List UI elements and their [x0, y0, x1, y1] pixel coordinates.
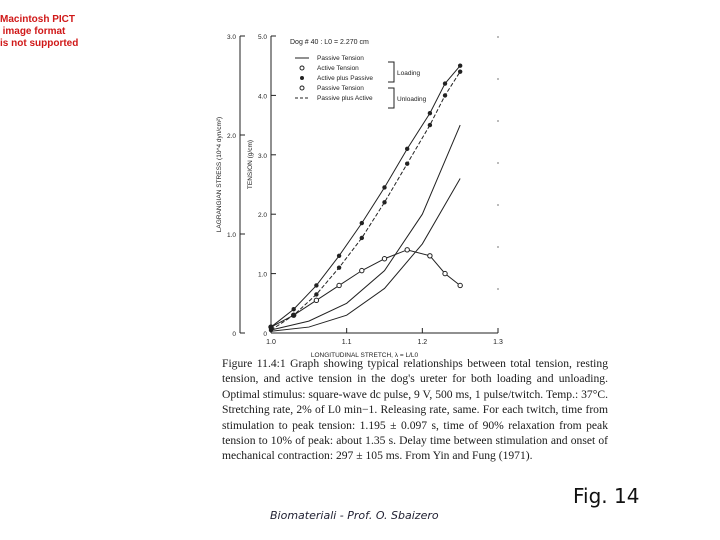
series-point-dot — [337, 265, 341, 269]
y-inner-tick-label: 1.0 — [257, 271, 267, 279]
legend-marker-dot — [300, 76, 304, 80]
series-point-open — [428, 254, 432, 258]
pict-notice-line: is not supported — [0, 38, 79, 49]
series-point-dot — [405, 147, 409, 151]
series-point-dot — [337, 254, 341, 258]
series-point-dot — [292, 313, 296, 317]
legend-marker-open — [300, 86, 304, 90]
series-point-dot — [382, 185, 386, 189]
series-point-open — [458, 283, 462, 287]
series-line — [271, 66, 460, 327]
pict-notice-line: image format — [2, 26, 66, 37]
figure-number-label: Fig. 14 — [573, 484, 640, 508]
series-point-dot — [314, 283, 318, 287]
legend-label: Active Tension — [317, 65, 359, 72]
series-point-open — [443, 271, 447, 275]
legend-label: Passive Tension — [317, 55, 364, 62]
x-tick-label: 1.1 — [341, 339, 352, 346]
y-inner-tick-label: 4.0 — [257, 93, 267, 101]
x-tick-label: 1.2 — [417, 339, 428, 346]
y-outer-tick-label: 1.0 — [226, 232, 236, 239]
brace-label-loading: Loading — [397, 70, 421, 77]
series-point-dot — [360, 221, 364, 225]
y-outer-tick-label: 0 — [232, 331, 236, 338]
x-tick-label: 1.3 — [493, 339, 503, 346]
brace-unloading — [388, 88, 394, 108]
series-point-dot — [269, 328, 273, 332]
series-point-dot — [443, 81, 447, 85]
footer-credit: Biomateriali - Prof. O. Sbaizero — [270, 509, 439, 522]
series-point-dot — [458, 63, 462, 67]
series-point-dot — [428, 111, 432, 115]
chart-title: Dog # 40 : L0 = 2.270 cm — [290, 39, 369, 46]
legend-marker-open — [300, 66, 304, 70]
x-axis-label: LONGITUDINAL STRETCH, λ = L/L0 — [310, 352, 419, 359]
y-inner-tick-label: 0 — [263, 331, 267, 338]
y-outer-tick-label: 3.0 — [226, 34, 236, 41]
series-point-dot — [405, 162, 409, 166]
series-point-dot — [292, 307, 296, 311]
y-inner-tick-label: 2.0 — [257, 212, 267, 220]
series-point-dot — [360, 236, 364, 240]
y-inner-tick-label: 3.0 — [257, 152, 267, 160]
legend-label: Passive Tension — [317, 85, 364, 92]
series-point-open — [360, 268, 364, 272]
y-outer-tick-label: 2.0 — [226, 133, 236, 140]
legend-label: Passive plus Active — [317, 95, 373, 102]
y-axis-inner-label: TENSION (g/cm) — [247, 139, 254, 190]
series-point-dot — [443, 93, 447, 97]
y-inner-tick-label: 5.0 — [257, 34, 267, 41]
legend-label: Active plus Passive — [317, 75, 373, 82]
series-line — [271, 250, 460, 327]
series-point-open — [405, 248, 409, 252]
series-point-open — [314, 298, 318, 302]
series-point-open — [337, 283, 341, 287]
series-point-dot — [382, 200, 386, 204]
series-point-dot — [314, 292, 318, 296]
brace-label-unloading: Unloading — [397, 96, 427, 103]
figure-caption: Figure 11.4:1 Graph showing typical relationships between total tension, resting tension, and active tension in the dog's ureter for both loading and unloading. Optimal stimulus: square-wave dc pulse, 9 V, 500 ms, 1 pulse/twitch. Temp.: 37°C. Stretching rate, 2% of L0 min−1. Releasing rate, same. For each twitch, time from stimulation to peak tension: 1.195 ± 0.097 s, time of 90% relaxation from peak tension to 10% of peak: about 1.35 s. Delay time between stimulation and onset of mechanical contraction: 297 ± 105 ms. From Yin and Fung (1971). — [222, 357, 608, 463]
x-tick-label: 1.0 — [266, 339, 276, 346]
pict-notice-line: Macintosh PICT — [0, 14, 76, 25]
series-point-open — [382, 257, 386, 261]
series-point-dot — [428, 123, 432, 127]
series-point-dot — [458, 69, 462, 73]
y-axis-outer-label: LAGRANGIAN STRESS (10^4 dyn/cm²) — [216, 116, 223, 233]
brace-loading — [388, 62, 394, 82]
